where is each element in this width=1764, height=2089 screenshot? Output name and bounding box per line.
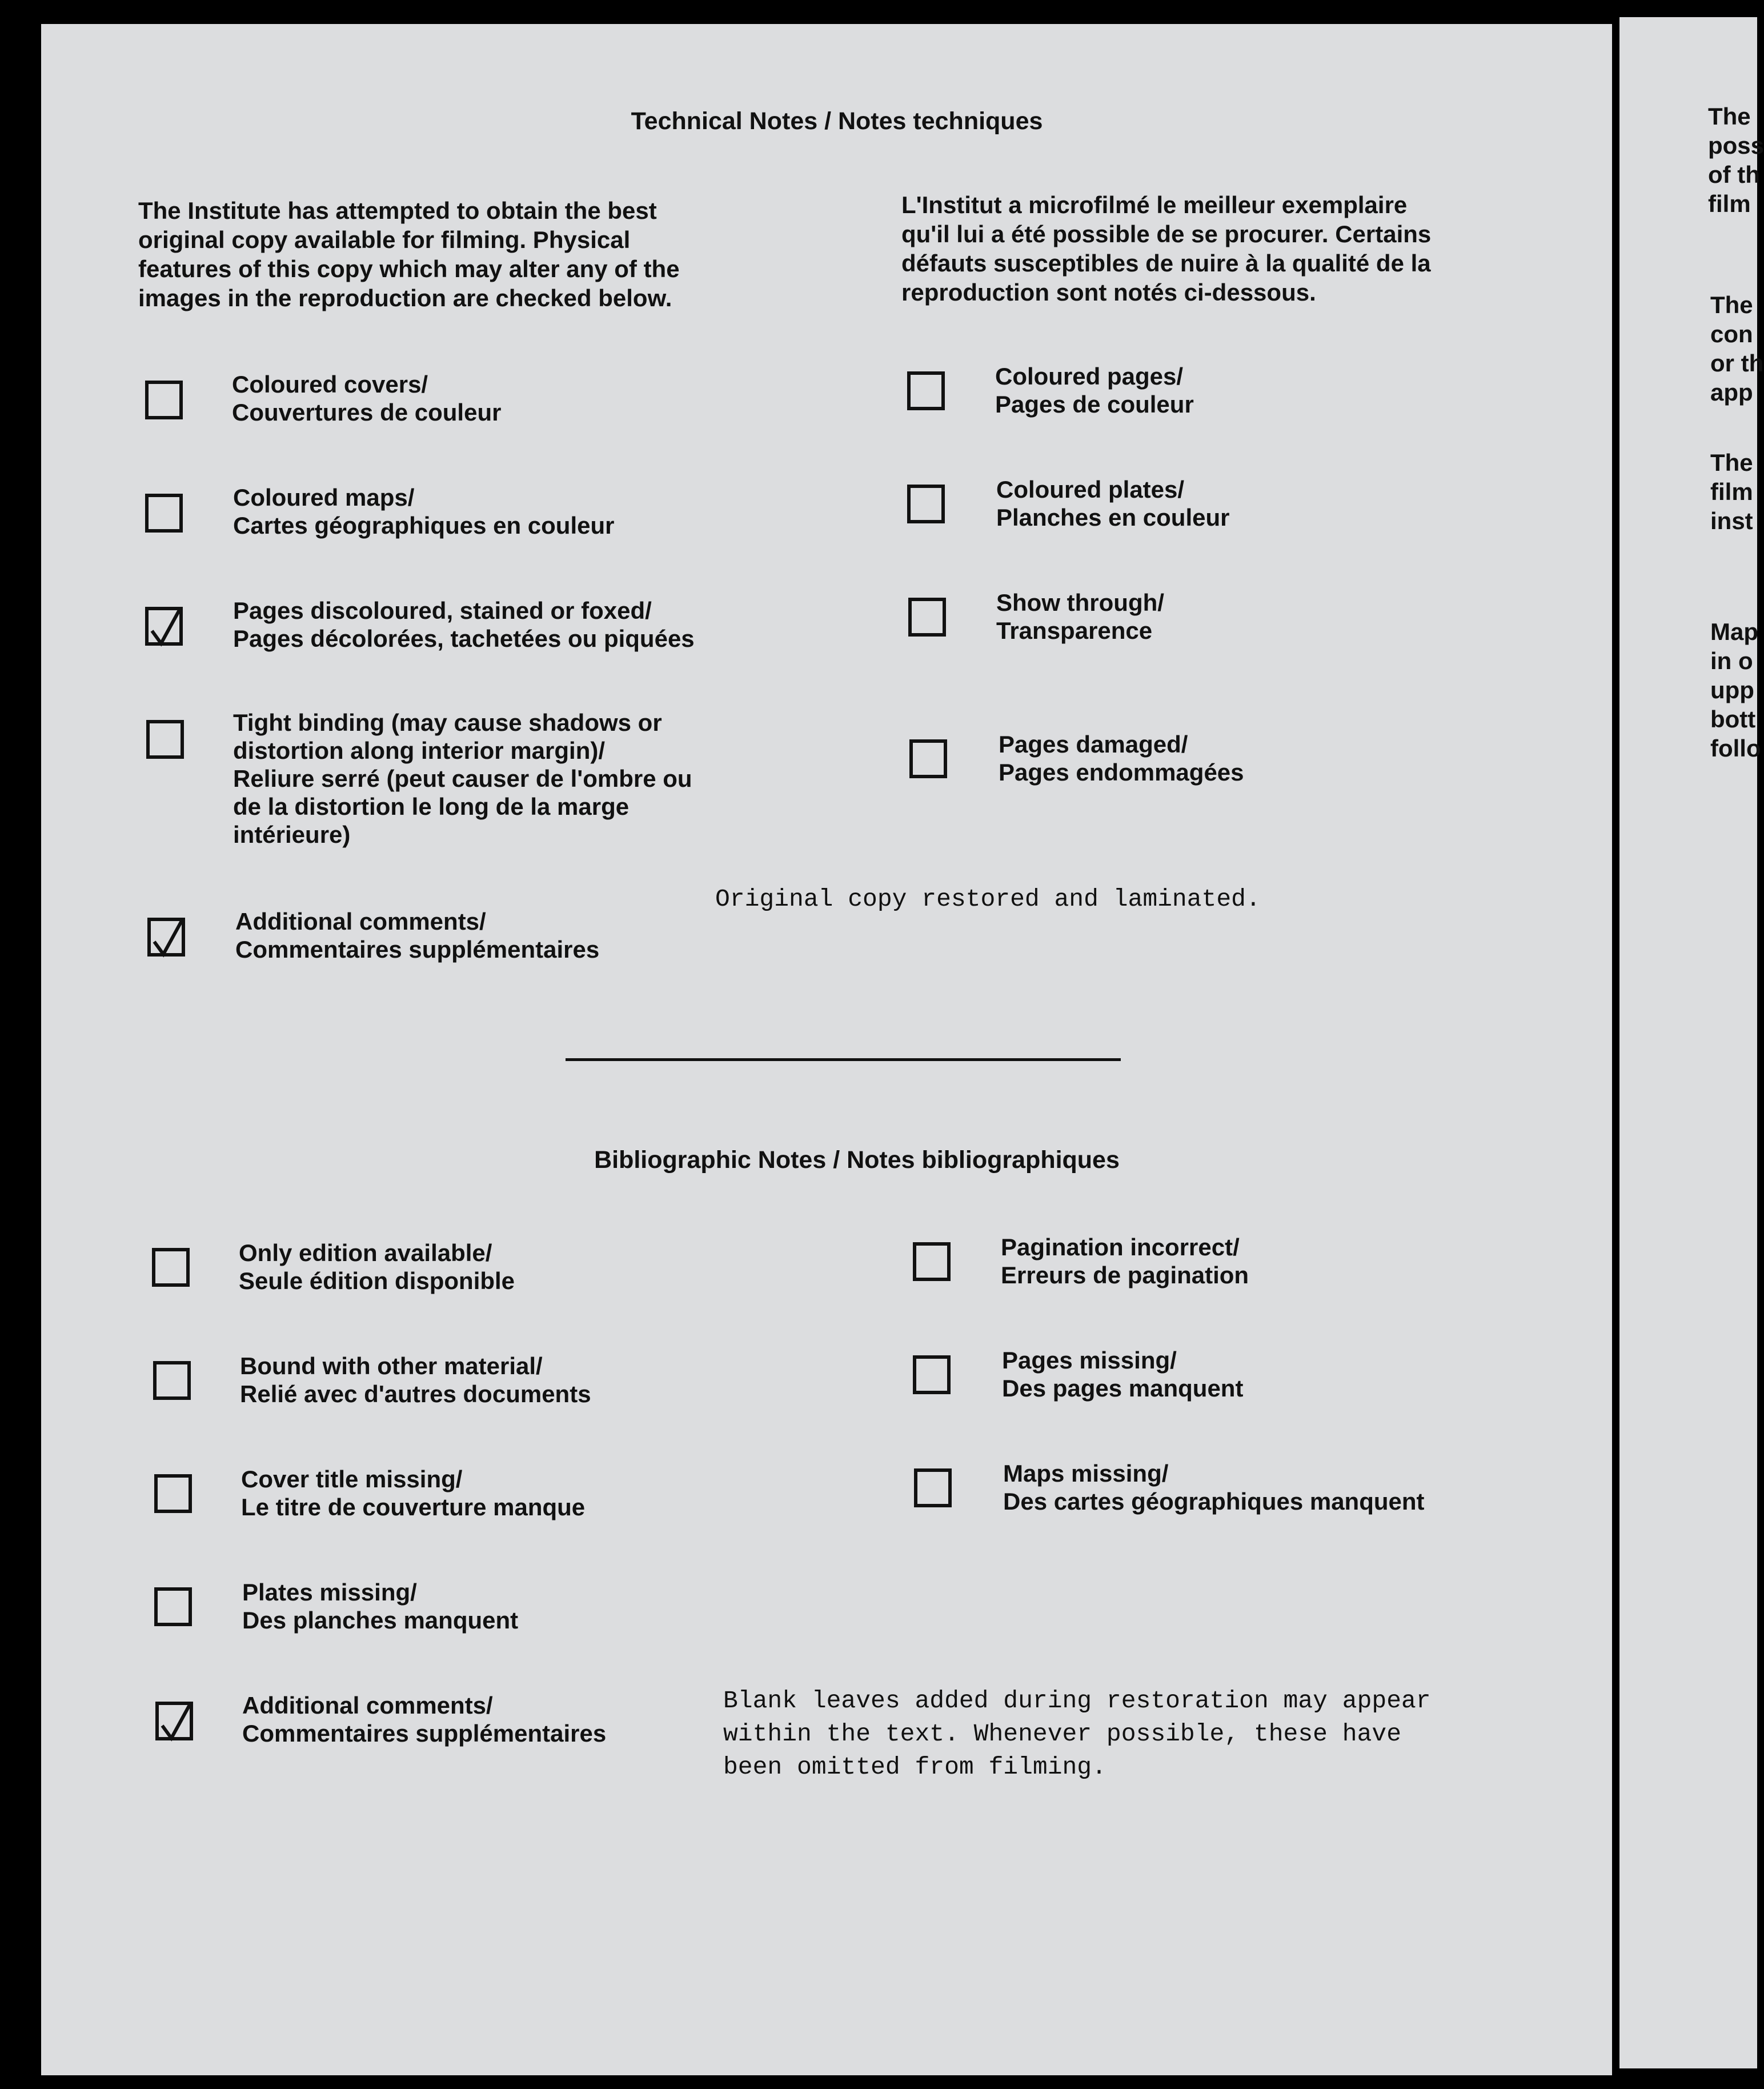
label-line: Coloured maps/: [233, 484, 415, 511]
technical-notes-heading: Technical Notes / Notes techniques: [631, 107, 1043, 135]
label-line: Cover title missing/: [241, 1466, 463, 1492]
comment-line: Blank leaves added during restoration may appear: [723, 1687, 1431, 1715]
fragment-line: app: [1710, 379, 1753, 406]
fragment-line: follo: [1710, 735, 1761, 762]
label-coloured-maps: [233, 483, 615, 539]
intro-en-line: original copy available for filming. Physical: [138, 226, 631, 253]
fragment-line: in o: [1710, 647, 1753, 674]
label-line: Bound with other material/: [240, 1352, 543, 1379]
label-line: Couvertures de couleur: [232, 399, 502, 426]
checkbox-coloured-pages[interactable]: [907, 371, 945, 410]
checkbox-bound-with[interactable]: [153, 1361, 191, 1400]
intro-en-line: The Institute has attempted to obtain the best: [138, 197, 657, 224]
fragment-line: con: [1710, 321, 1753, 347]
label-line: Le titre de couverture manque: [241, 1494, 586, 1520]
checkbox-pages-missing[interactable]: [913, 1355, 951, 1394]
intro-french: [901, 190, 1431, 307]
fragment-line: The: [1710, 291, 1753, 318]
label-line: Des planches manquent: [242, 1607, 519, 1634]
label-bound-with: [240, 1352, 591, 1408]
label-line: Relié avec d'autres documents: [240, 1380, 591, 1407]
label-line: Des pages manquent: [1002, 1375, 1244, 1402]
label-line: Cartes géographiques en couleur: [233, 512, 615, 539]
fragment-line: of th: [1708, 161, 1760, 188]
label-show-through: [996, 589, 1164, 645]
next-page-fragment-3: [1710, 448, 1757, 539]
next-page-fragment-4: [1710, 617, 1761, 766]
fragment-line: bott: [1710, 706, 1756, 733]
label-line: Coloured pages/: [995, 363, 1184, 390]
fragment-line: or th: [1710, 350, 1764, 377]
label-line: Pagination incorrect/: [1001, 1234, 1240, 1260]
checkbox-cover-title-missing[interactable]: [154, 1474, 192, 1513]
label-line: Only edition available/: [239, 1239, 492, 1266]
label-line: Pages damaged/: [999, 731, 1188, 758]
comment-line: within the text. Whenever possible, these have: [723, 1720, 1401, 1748]
label-line: Commentaires supplémentaires: [242, 1720, 607, 1747]
label-line: Coloured plates/: [996, 476, 1185, 503]
next-page-fragment-1: [1708, 102, 1764, 222]
checkbox-coloured-plates[interactable]: [907, 485, 945, 523]
label-tight-binding: [233, 709, 692, 849]
label-only-edition: [239, 1239, 515, 1295]
label-line: Pages discoloured, stained or foxed/: [233, 597, 652, 624]
intro-fr-line: L'Institut a microfilmé le meilleur exemplaire: [901, 191, 1408, 218]
checkbox-additional-comments-technical[interactable]: [147, 918, 185, 957]
checkbox-pages-damaged[interactable]: [909, 739, 947, 778]
comment-line: been omitted from filming.: [723, 1753, 1106, 1781]
label-line: Transparence: [996, 617, 1153, 644]
label-line: Des cartes géographiques manquent: [1003, 1488, 1425, 1515]
technical-comment: Original copy restored and laminated.: [715, 885, 1261, 913]
checkbox-coloured-covers[interactable]: [145, 381, 183, 419]
label-line: distortion along interior margin)/: [233, 737, 605, 764]
label-pages-missing: [1002, 1346, 1243, 1402]
label-line: Pages de couleur: [995, 391, 1194, 418]
fragment-line: The: [1708, 103, 1751, 130]
checkbox-pagination-incorrect[interactable]: [913, 1242, 951, 1281]
fragment-line: The: [1710, 449, 1753, 476]
label-pages-discoloured: [233, 597, 695, 653]
checkbox-show-through[interactable]: [908, 598, 946, 637]
label-additional-comments-technical: [235, 907, 599, 963]
label-line: Show through/: [996, 589, 1164, 616]
checkmark-icon: [158, 1700, 194, 1743]
checkbox-plates-missing[interactable]: [154, 1587, 192, 1626]
label-line: Tight binding (may cause shadows or: [233, 709, 662, 736]
intro-fr-line: reproduction sont notés ci-dessous.: [901, 279, 1316, 306]
label-plates-missing: [242, 1578, 518, 1634]
label-line: Maps missing/: [1003, 1460, 1169, 1487]
intro-english: [138, 196, 680, 313]
fragment-line: poss: [1708, 132, 1764, 159]
label-line: Planches en couleur: [996, 504, 1230, 531]
checkbox-coloured-maps[interactable]: [145, 494, 183, 533]
checkmark-icon: [147, 606, 184, 648]
label-line: intérieure): [233, 821, 351, 848]
fragment-line: film: [1708, 190, 1751, 217]
label-additional-comments-bibliographic: [242, 1691, 606, 1747]
intro-en-line: features of this copy which may alter any of the: [138, 255, 680, 282]
checkbox-maps-missing[interactable]: [914, 1468, 952, 1507]
intro-en-line: images in the reproduction are checked below.: [138, 285, 672, 311]
label-line: Additional comments/: [235, 908, 486, 935]
next-page-fragment-2: [1710, 290, 1764, 410]
label-line: Coloured covers/: [232, 371, 428, 398]
label-pages-damaged: [999, 730, 1244, 786]
label-pagination-incorrect: [1001, 1233, 1249, 1289]
checkbox-tight-binding[interactable]: [146, 720, 184, 759]
fragment-line: Map: [1710, 618, 1758, 645]
label-line: de la distortion le long de la marge: [233, 793, 630, 820]
label-coloured-covers: [232, 370, 501, 426]
bibliographic-comment: [723, 1684, 1431, 1784]
label-line: Pages endommagées: [999, 759, 1244, 786]
checkbox-additional-comments-bibliographic[interactable]: [155, 1702, 193, 1740]
checkbox-pages-discoloured[interactable]: [145, 607, 183, 646]
label-line: Pages missing/: [1002, 1347, 1177, 1374]
intro-fr-line: défauts susceptibles de nuire à la qualité de la: [901, 250, 1431, 277]
checkmark-icon: [150, 917, 186, 959]
checkbox-only-edition[interactable]: [152, 1248, 190, 1287]
label-maps-missing: [1003, 1459, 1425, 1515]
label-line: Pages décolorées, tachetées ou piquées: [233, 625, 695, 652]
label-line: Seule édition disponible: [239, 1267, 515, 1294]
label-line: Reliure serré (peut causer de l'ombre ou: [233, 765, 692, 792]
label-line: Erreurs de pagination: [1001, 1262, 1249, 1288]
label-line: Plates missing/: [242, 1579, 417, 1606]
intro-fr-line: qu'il lui a été possible de se procurer. Certains: [901, 221, 1432, 247]
label-line: Commentaires supplémentaires: [235, 936, 600, 963]
label-coloured-pages: [995, 362, 1194, 418]
label-line: Additional comments/: [242, 1692, 493, 1719]
label-coloured-plates: [996, 475, 1229, 531]
fragment-line: film: [1710, 478, 1753, 505]
bibliographic-notes-heading: Bibliographic Notes / Notes bibliographiques: [594, 1146, 1120, 1174]
label-cover-title-missing: [241, 1465, 585, 1521]
fragment-line: inst: [1710, 507, 1753, 534]
fragment-line: upp: [1710, 677, 1754, 703]
section-divider: [566, 1058, 1121, 1061]
